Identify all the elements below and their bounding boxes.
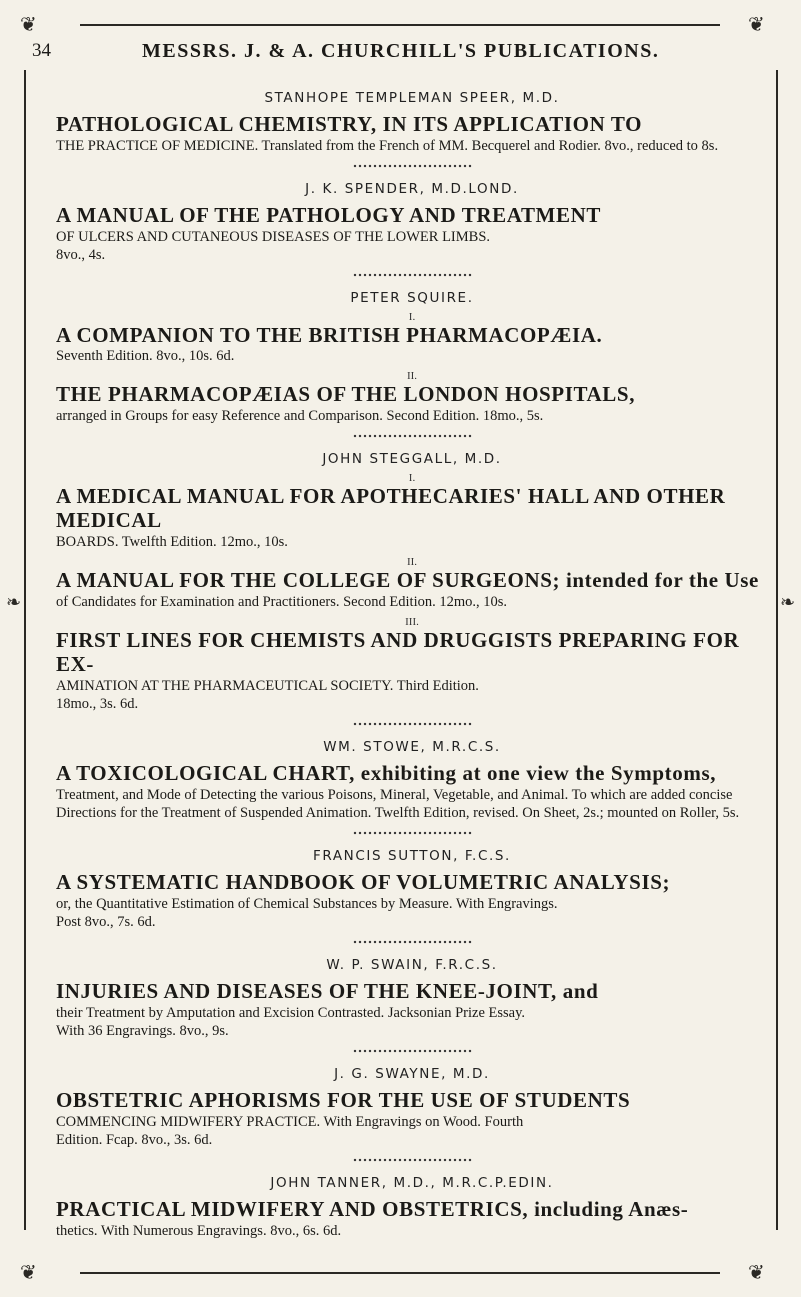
- top-rule: [80, 24, 720, 26]
- bottom-ornament: [20, 1262, 780, 1284]
- author-section: [56, 848, 768, 945]
- book-description: BOARDS. Twelfth Edition. 12mo., 10s.: [56, 534, 288, 550]
- book-entry: [56, 557, 768, 611]
- author-name: J. G. SWAYNE, M.D.: [334, 1066, 490, 1082]
- book-description: OF ULCERS AND CUTANEOUS DISEASES OF THE LOWER LIMBS.: [56, 229, 491, 245]
- book-description: COMMENCING MIDWIFERY PRACTICE. With Engravings on Wood. Fourth: [56, 1114, 524, 1130]
- book-title: A SYSTEMATIC HANDBOOK OF VOLUMETRIC ANALYSIS;: [56, 870, 671, 894]
- entry-numeral: I.: [408, 472, 416, 484]
- book-entry: [56, 870, 768, 931]
- book-price: 8vo., 4s.: [56, 247, 106, 263]
- bottom-rule: [80, 1272, 720, 1274]
- author-name: W. P. SWAIN, F.R.C.S.: [326, 957, 498, 973]
- book-entry: [56, 112, 768, 155]
- book-title: A MANUAL OF THE PATHOLOGY AND TREATMENT: [56, 203, 601, 227]
- section-divider: [352, 163, 472, 169]
- entry-numeral: II.: [406, 370, 418, 382]
- author-name: JOHN STEGGALL, M.D.: [322, 451, 502, 467]
- book-entry: [56, 979, 768, 1040]
- book-description: arranged in Groups for easy Reference and Comparison. Second Edition. 18mo., 5s.: [56, 408, 544, 424]
- book-description: THE PRACTICE OF MEDICINE. Translated from the French of MM. Becquerel and Rodier. 8vo., reduced to 8s.: [56, 138, 719, 154]
- book-price: Edition. Fcap. 8vo., 3s. 6d.: [56, 1132, 213, 1148]
- catalogue-body: [56, 80, 768, 1240]
- left-border: [24, 70, 26, 1230]
- author-name: FRANCIS SUTTON, F.C.S.: [313, 848, 511, 864]
- author-name: JOHN TANNER, M.D., M.R.C.P.EDIN.: [270, 1175, 554, 1191]
- page-number: 34: [32, 40, 51, 61]
- book-title: FIRST LINES FOR CHEMISTS AND DRUGGISTS PREPARING FOR EX-: [56, 628, 740, 676]
- author-name: J. K. SPENDER, M.D.LOND.: [305, 181, 519, 197]
- book-title: A MANUAL FOR THE COLLEGE OF SURGEONS; intended for the Use: [56, 568, 759, 592]
- book-description: AMINATION AT THE PHARMACEUTICAL SOCIETY. Third Edition.: [56, 678, 479, 694]
- section-divider: [352, 939, 472, 945]
- left-margin-ornament-icon: ❧: [6, 592, 22, 612]
- right-margin-ornament-icon: ❧: [780, 592, 796, 612]
- book-entry: [56, 371, 768, 425]
- author-section: [56, 181, 768, 278]
- author-name: PETER SQUIRE.: [350, 290, 474, 306]
- author-section: [56, 957, 768, 1054]
- book-price: Seventh Edition. 8vo., 10s. 6d.: [56, 348, 235, 364]
- book-entry: [56, 761, 768, 822]
- author-section: [56, 290, 768, 439]
- running-head: MESSRS. J. & A. CHURCHILL'S PUBLICATIONS.: [142, 40, 660, 62]
- book-description: or, the Quantitative Estimation of Chemical Substances by Measure. With Engravings.: [56, 896, 558, 912]
- book-entry: [56, 617, 768, 713]
- book-title: THE PHARMACOPÆIAS OF THE LONDON HOSPITALS,: [56, 382, 636, 406]
- author-name: WM. STOWE, M.R.C.S.: [323, 739, 501, 755]
- book-title: A COMPANION TO THE BRITISH PHARMACOPÆIA.: [56, 323, 603, 347]
- book-title: PRACTICAL MIDWIFERY AND OBSTETRICS, including Anæs-: [56, 1197, 689, 1221]
- book-price: Post 8vo., 7s. 6d.: [56, 914, 156, 930]
- top-ornament: [20, 14, 780, 36]
- book-entry: [56, 203, 768, 264]
- section-divider: [352, 830, 472, 836]
- book-title: INJURIES AND DISEASES OF THE KNEE-JOINT, and: [56, 979, 599, 1003]
- book-title: OBSTETRIC APHORISMS FOR THE USE OF STUDENTS: [56, 1088, 631, 1112]
- book-description: thetics. With Numerous Engravings. 8vo., 6s. 6d.: [56, 1223, 342, 1239]
- section-divider: [352, 433, 472, 439]
- author-section: [56, 1066, 768, 1163]
- book-entry: [56, 1088, 768, 1149]
- page-header: [32, 40, 772, 70]
- author-section: [56, 739, 768, 836]
- author-section: [56, 90, 768, 169]
- right-flourish-icon: ❦: [748, 14, 765, 36]
- author-name: STANHOPE TEMPLEMAN SPEER, M.D.: [264, 90, 560, 106]
- book-title: A TOXICOLOGICAL CHART, exhibiting at one view the Symptoms,: [56, 761, 717, 785]
- author-section: [56, 1175, 768, 1240]
- section-divider: [352, 272, 472, 278]
- book-description: of Candidates for Examination and Practitioners. Second Edition. 12mo., 10s.: [56, 594, 508, 610]
- entry-numeral: II.: [406, 556, 418, 568]
- book-price: 18mo., 3s. 6d.: [56, 696, 139, 712]
- section-divider: [352, 721, 472, 727]
- entry-numeral: III.: [405, 616, 419, 628]
- book-title: A MEDICAL MANUAL FOR APOTHECARIES' HALL AND OTHER MEDICAL: [56, 484, 726, 532]
- right-border: [776, 70, 778, 1230]
- book-price: With 36 Engravings. 8vo., 9s.: [56, 1023, 229, 1039]
- section-divider: [352, 1157, 472, 1163]
- book-entry: [56, 473, 768, 551]
- left-flourish-icon: ❦: [20, 14, 37, 36]
- book-title: PATHOLOGICAL CHEMISTRY, IN ITS APPLICATION TO: [56, 112, 643, 136]
- left-flourish-icon: ❦: [20, 1262, 37, 1284]
- book-entry: [56, 1197, 768, 1240]
- right-flourish-icon: ❦: [748, 1262, 765, 1284]
- book-entry: [56, 312, 768, 365]
- book-description: Treatment, and Mode of Detecting the various Poisons, Mineral, Vegetable, and Animal. To which are added concise Directions for the Treatment of Suspended Animation. Twelfth Edition, revised. On Sheet, 2s.; mounted on Roller, 5s.: [56, 787, 740, 821]
- author-section: [56, 451, 768, 727]
- section-divider: [352, 1048, 472, 1054]
- book-description: their Treatment by Amputation and Excision Contrasted. Jacksonian Prize Essay.: [56, 1005, 526, 1021]
- entry-numeral: I.: [408, 311, 416, 323]
